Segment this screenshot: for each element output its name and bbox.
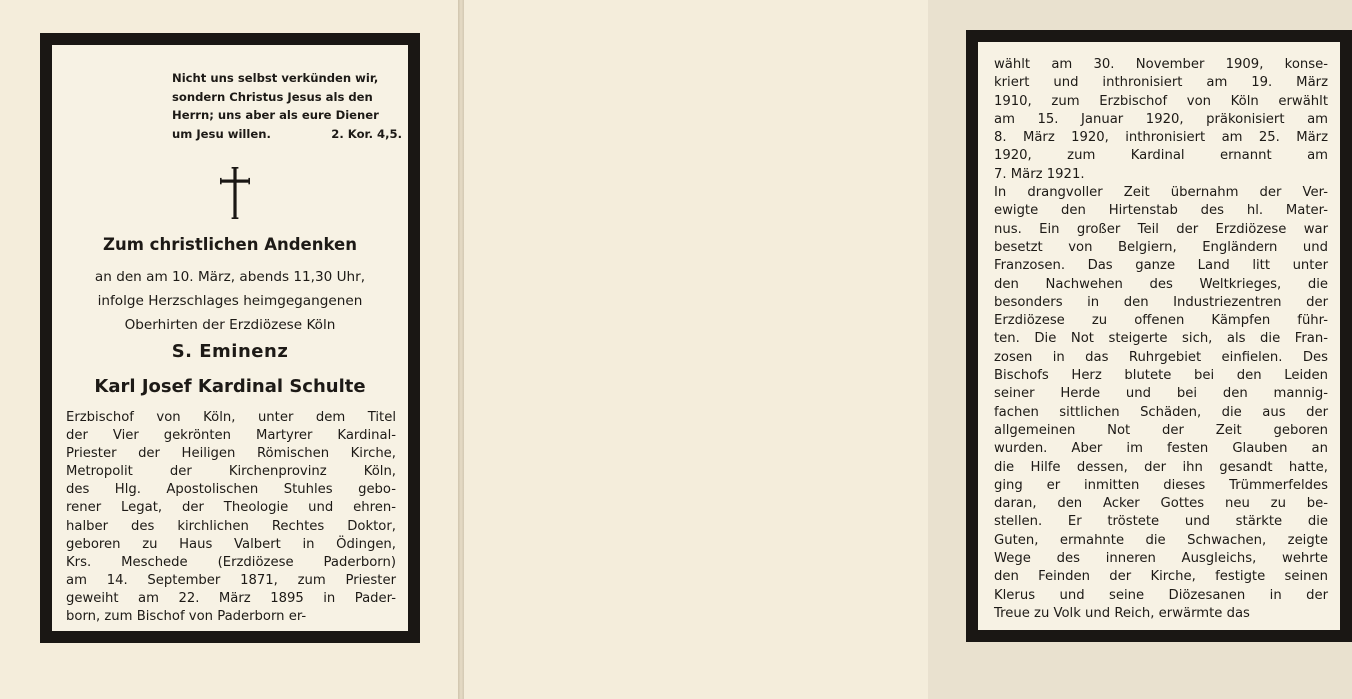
text-line: wählt am 30. November 1909, konse- — [994, 57, 1328, 72]
text-line: Guten, ermahnte die Schwachen, zeigte — [994, 532, 1328, 548]
text-line: Franzosen. Das ganze Land litt unter — [994, 258, 1328, 274]
text-line: stellen. Er tröstete und stärkte die — [994, 514, 1328, 530]
text-line: seiner Herde und bei den mannig- — [994, 386, 1328, 402]
text-line: born, zum Bischof von Paderborn er- — [66, 609, 307, 625]
text-line: halber des kirchlichen Rechtes Doktor, — [66, 518, 396, 534]
text-line: fachen sittlichen Schäden, die aus der — [994, 404, 1328, 420]
right-card-page — [464, 0, 1328, 699]
text-line: 7. März 1921. — [994, 166, 1085, 182]
text-line: ewigte den Hirtenstab des hl. Mater- — [994, 203, 1328, 219]
text-line: Bischofs Herz blutete bei den Leiden — [994, 368, 1328, 384]
text-line: zosen in das Ruhrgebiet einfielen. Des — [994, 349, 1328, 365]
text-line: 1920, zum Kardinal ernannt am — [994, 148, 1328, 164]
text-line: der Vier gekrönten Martyrer Kardinal- — [66, 428, 396, 444]
intro-line: Oberhirten der Erzdiözese Köln — [124, 317, 336, 333]
text-line: allgemeinen Not der Zeit geboren — [994, 422, 1328, 438]
text-line: In drangvoller Zeit übernahm der Ver- — [994, 185, 1328, 201]
mourning-border-right — [966, 30, 1352, 642]
text-line: 1910, zum Erzbischof von Köln erwählt — [994, 93, 1328, 109]
text-line: rener Legat, der Theologie und ehren- — [66, 500, 396, 516]
text-line: am 14. September 1871, zum Priester — [66, 572, 396, 588]
text-line: kriert und inthronisiert am 19. März — [994, 75, 1328, 91]
text-line: ten. Die Not steigerte sich, als die Fran- — [994, 331, 1328, 347]
text-line: den Feinden der Kirche, festigte seinen — [994, 569, 1328, 585]
left-card-page — [0, 0, 458, 699]
text-line: Metropolit der Kirchenprovinz Köln, — [66, 464, 396, 480]
text-line: am 15. Januar 1920, präkonisiert am — [994, 111, 1328, 127]
bible-motto — [172, 69, 402, 143]
text-line: nus. Ein großer Teil der Erzdiözese war — [994, 221, 1328, 237]
text-line: geboren zu Haus Valbert in Ödingen, — [66, 536, 396, 552]
text-line: Erzdiözese zu offenen Kämpfen führ- — [994, 313, 1328, 329]
motto-reference: 2. Kor. 4,5. — [331, 126, 402, 141]
text-line: 8. März 1920, inthronisiert am 25. März — [994, 130, 1328, 146]
latin-cross-icon — [220, 167, 250, 219]
motto-line: Herrn; uns aber als eure Diener — [172, 108, 379, 122]
mourning-border-left — [40, 33, 420, 643]
motto-line: sondern Christus Jesus als den — [172, 89, 373, 104]
motto-last-text: um Jesu willen. — [172, 126, 271, 141]
biography-text-left — [66, 409, 396, 626]
text-line: Krs. Meschede (Erzdiözese Paderborn) — [66, 554, 396, 570]
text-line: ging er inmitten dieses Trümmerfeldes — [994, 477, 1328, 493]
text-line: Priester der Heiligen Römischen Kirche, — [66, 446, 396, 462]
text-line: Erzbischof von Köln, unter dem Titel — [66, 410, 396, 425]
text-line: daran, den Acker Gottes neu zu be- — [994, 496, 1328, 512]
biography-text-right — [994, 56, 1328, 623]
text-line: wurden. Aber im festen Glauben an — [994, 441, 1328, 457]
text-line: Treue zu Volk und Reich, erwärmte das — [994, 605, 1250, 621]
motto-line: Nicht uns selbst verkünden wir, — [172, 71, 379, 85]
text-line: besonders in den Industriezentren der — [994, 294, 1328, 310]
text-line: Klerus und seine Diözesanen in der — [994, 587, 1328, 603]
intro-line: an den am 10. März, abends 11,30 Uhr, — [94, 269, 366, 285]
memorial-heading: Zum christlichen Andenken — [103, 235, 357, 254]
honorific-title: S. Eminenz — [171, 341, 289, 362]
intro-text — [66, 265, 394, 337]
motto-line — [172, 125, 402, 144]
text-line: besetzt von Belgiern, Engländern und — [994, 239, 1328, 255]
text-line: des Hlg. Apostolischen Stuhles gebo- — [66, 482, 396, 498]
intro-line: infolge Herzschlages heimgegangenen — [97, 293, 363, 309]
deceased-name: Karl Josef Kardinal Schulte — [94, 376, 366, 397]
text-line: geweiht am 22. März 1895 in Pader- — [66, 590, 396, 606]
text-line: den Nachwehen des Weltkrieges, die — [994, 276, 1328, 292]
text-line: Wege des inneren Ausgleichs, wehrte — [994, 551, 1328, 567]
text-line: die Hilfe dessen, der ihn gesandt hatte, — [994, 459, 1328, 475]
